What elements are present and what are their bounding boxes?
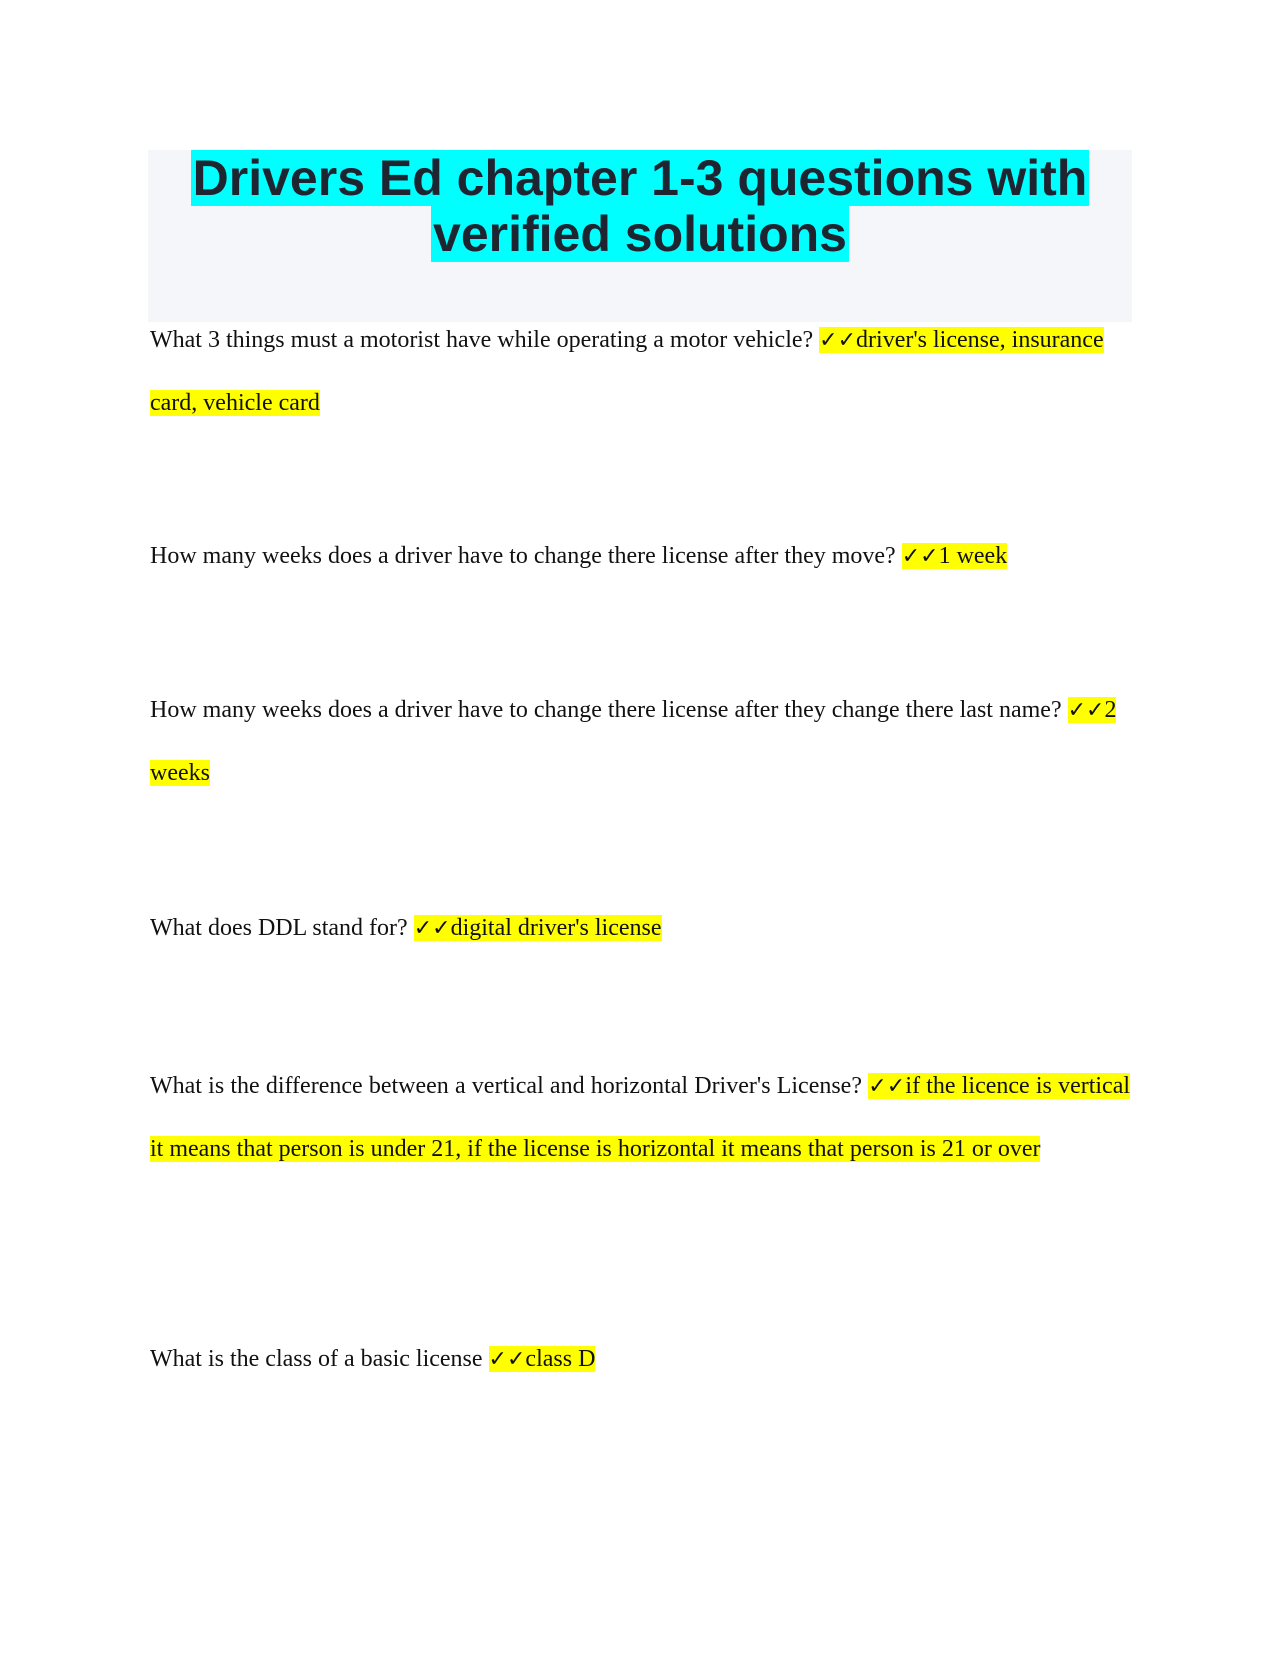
answer-highlight [489,1346,596,1372]
question-text: What is the difference between a vertical and horizontal Driver's License? [150,1073,862,1099]
qa-item-1 [150,309,1130,434]
question-text: How many weeks does a driver have to change there license after they move? [150,543,896,569]
question-text: What does DDL stand for? [150,915,408,941]
question-text: What 3 things must a motorist have while operating a motor vehicle? [150,327,814,353]
answer-text: 2 weeks [150,697,1117,786]
answer-text: driver's license, insurance card, vehicle card [150,327,1104,416]
qa-item-5 [150,1055,1130,1180]
document-title [148,150,1132,262]
check-mark-icon: ✓✓ [901,544,939,569]
check-mark-icon: ✓✓ [1067,698,1105,723]
check-mark-icon: ✓✓ [488,1347,526,1372]
qa-item-4 [150,897,1130,960]
answer-highlight [414,915,662,941]
check-mark-icon: ✓✓ [413,916,451,941]
check-mark-icon: ✓✓ [819,328,857,353]
answer-text: class D [525,1346,596,1372]
check-mark-icon: ✓✓ [868,1074,906,1099]
answer-highlight [902,543,1008,569]
answer-text: 1 week [938,543,1008,569]
answer-text: digital driver's license [450,915,662,941]
question-text: What is the class of a basic license [150,1346,483,1372]
document-title-text: Drivers Ed chapter 1-3 questions with verified solutions [192,150,1088,262]
answer-text: if the licence is vertical it means that person is under 21, if the license is horizontal it means that person is 21 or over [150,1073,1131,1162]
qa-item-6 [150,1328,1130,1391]
question-text: How many weeks does a driver have to change there license after they change there last name? [150,697,1062,723]
qa-item-3 [150,679,1130,804]
qa-item-2 [150,525,1130,588]
